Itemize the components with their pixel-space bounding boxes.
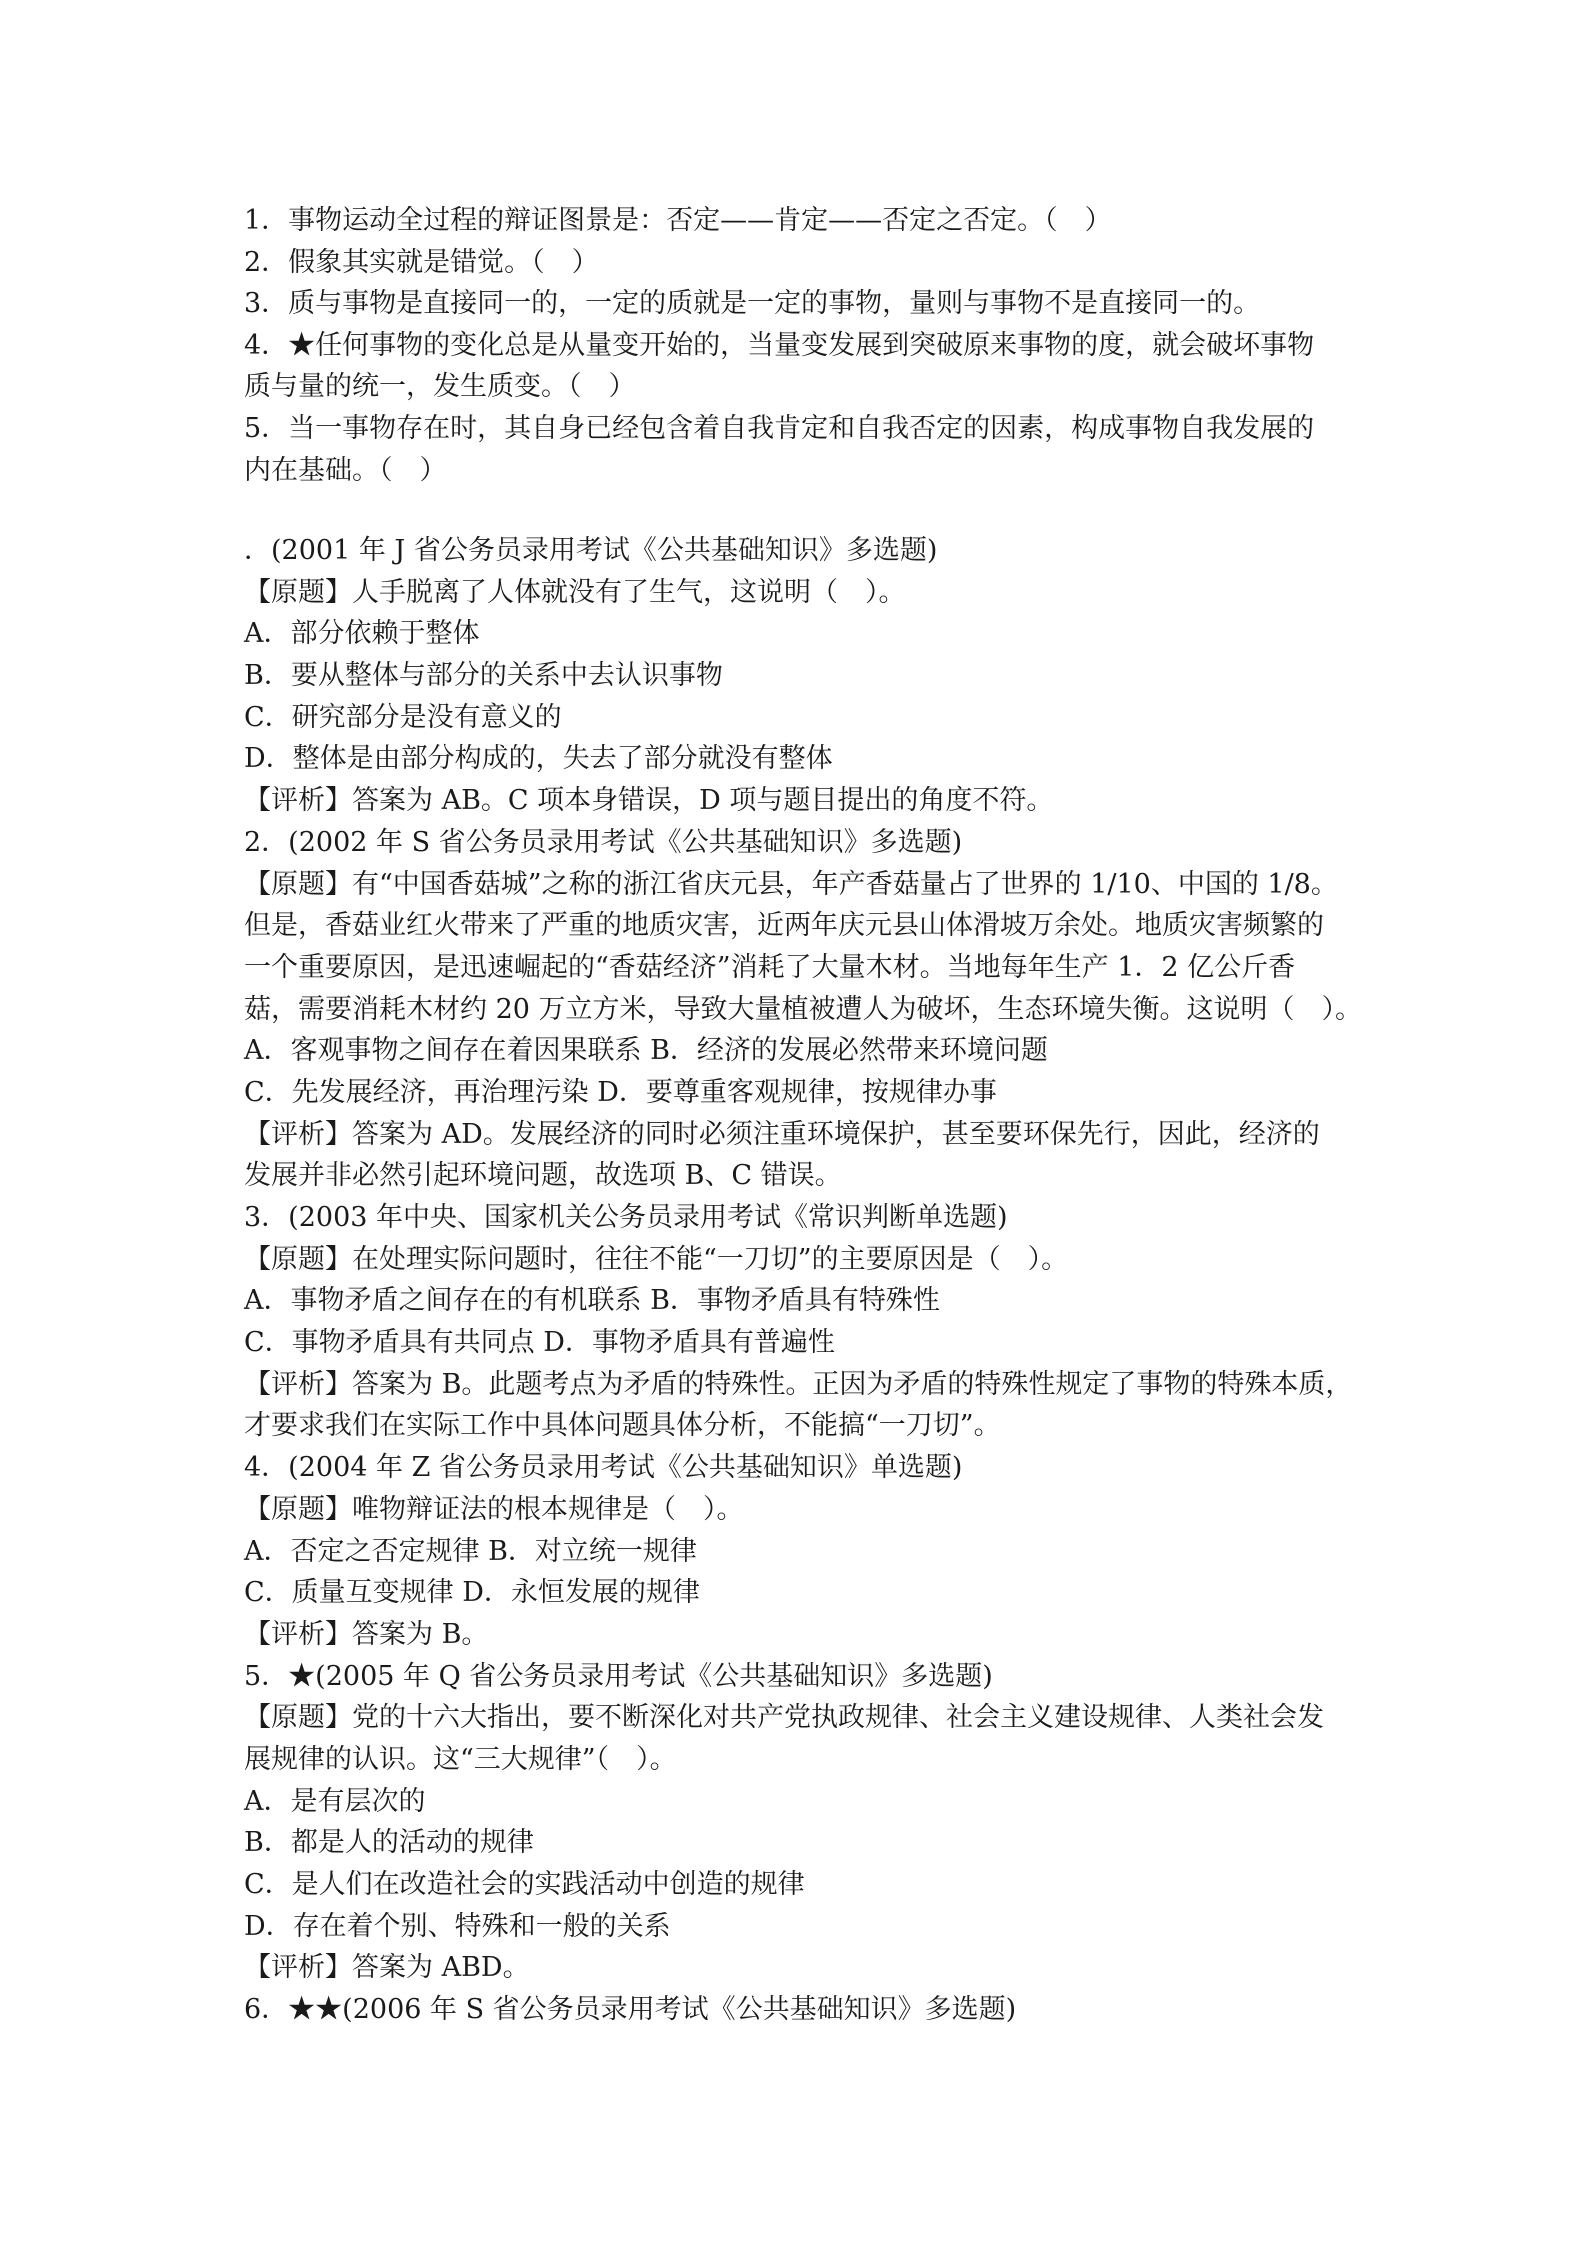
- exam-line: 6．★★(2006 年 S 省公务员录用考试《公共基础知识》多选题): [244, 1994, 1017, 2026]
- exam-line: A．部分依赖于整体: [244, 618, 480, 650]
- exam-line: 【原题】有“中国香菇城”之称的浙江省庆元县，年产香菇量占了世界的 1/10、中国的 1/8。: [244, 868, 1338, 900]
- judgment-line: 5．当一事物存在时，其自身已经包含着自我肯定和自我否定的因素，构成事物自我发展的: [244, 412, 1315, 444]
- exam-line: C．事物矛盾具有共同点 D．事物矛盾具有普遍性: [244, 1327, 835, 1359]
- exam-line: B．要从整体与部分的关系中去认识事物: [244, 660, 723, 692]
- exam-line: 【评析】答案为 B。此题考点为矛盾的特殊性。正因为矛盾的特殊性规定了事物的特殊本质，: [244, 1368, 1353, 1400]
- exam-line: A．是有层次的: [244, 1785, 426, 1817]
- judgment-line: 4．★任何事物的变化总是从量变开始的，当量变发展到突破原来事物的度，就会破坏事物: [244, 329, 1315, 361]
- exam-line: 一个重要原因，是迅速崛起的“香菇经济”消耗了大量木材。当地每年生产 1．2 亿公斤香: [244, 951, 1296, 983]
- exam-line: 【评析】答案为 AB。C 项本身错误，D 项与题目提出的角度不符。: [244, 785, 1054, 817]
- exam-line: 但是，香菇业红火带来了严重的地质灾害，近两年庆元县山体滑坡万余处。地质灾害频繁的: [244, 910, 1324, 942]
- exam-questions: [244, 530, 1364, 2031]
- exam-line: 【原题】党的十六大指出，要不断深化对共产党执政规律、社会主义建设规律、人类社会发: [244, 1702, 1324, 1734]
- exam-line: 2．(2002 年 S 省公务员录用考试《公共基础知识》多选题): [244, 826, 963, 858]
- judgment-line: 质与量的统一，发生质变。（ ）: [244, 371, 636, 403]
- judgment-line: 1．事物运动全过程的辩证图景是：否定——肯定——否定之否定。（ ）: [244, 205, 1112, 236]
- exam-line: 4．(2004 年 Z 省公务员录用考试《公共基础知识》单选题): [244, 1452, 963, 1484]
- exam-line: 展规律的认识。这“三大规律”（ ）。: [244, 1743, 677, 1775]
- exam-line: C．研究部分是没有意义的: [244, 701, 562, 733]
- exam-line: 发展并非必然引起环境问题，故选项 B、C 错误。: [244, 1160, 842, 1192]
- exam-line: 【评析】答案为 B。: [244, 1618, 489, 1650]
- judgment-line: 内在基础。（ ）: [244, 454, 447, 486]
- exam-line: C．先发展经济，再治理污染 D．要尊重客观规律，按规律办事: [244, 1076, 997, 1108]
- exam-line: 才要求我们在实际工作中具体问题具体分析，不能搞“一刀切”。: [244, 1410, 1001, 1442]
- exam-line: 菇，需要消耗木材约 20 万立方米，导致大量植被遭人为破坏，生态环境失衡。这说明（ ）。: [244, 993, 1363, 1025]
- exam-line: A．事物矛盾之间存在的有机联系 B．事物矛盾具有特殊性: [244, 1285, 940, 1317]
- exam-line: D．整体是由部分构成的，失去了部分就没有整体: [244, 743, 833, 775]
- exam-line: 【原题】人手脱离了人体就没有了生气，这说明（ ）。: [244, 576, 906, 608]
- judgment-questions: [244, 200, 1364, 491]
- exam-line: 【原题】唯物辩证法的根本规律是（ ）。: [244, 1493, 744, 1525]
- exam-line: 3．(2003 年中央、国家机关公务员录用考试《常识判断单选题): [244, 1202, 1008, 1233]
- judgment-line: 2．假象其实就是错觉。（ ）: [244, 246, 599, 278]
- exam-line: A．客观事物之间存在着因果联系 B．经济的发展必然带来环境问题: [244, 1035, 1048, 1067]
- exam-line: C．是人们在改造社会的实践活动中创造的规律: [244, 1869, 805, 1900]
- exam-line: 【原题】在处理实际问题时，往往不能“一刀切”的主要原因是（ ）。: [244, 1243, 1069, 1275]
- exam-line: C．质量互变规律 D．永恒发展的规律: [244, 1577, 700, 1609]
- judgment-line: 3．质与事物是直接同一的，一定的质就是一定的事物，量则与事物不是直接同一的。: [244, 288, 1261, 320]
- exam-line: 5．★(2005 年 Q 省公务员录用考试《公共基础知识》多选题): [244, 1660, 993, 1692]
- exam-line: A．否定之否定规律 B．对立统一规律: [244, 1535, 697, 1567]
- exam-line: B．都是人的活动的规律: [244, 1827, 534, 1859]
- exam-line: D．存在着个别、特殊和一般的关系: [244, 1910, 671, 1942]
- exam-line: 【评析】答案为 ABD。: [244, 1952, 530, 1984]
- exam-line: ．(2001 年 J 省公务员录用考试《公共基础知识》多选题): [244, 535, 938, 566]
- exam-line: 【评析】答案为 AD。发展经济的同时必须注重环境保护，甚至要环保先行，因此，经济的: [244, 1118, 1320, 1150]
